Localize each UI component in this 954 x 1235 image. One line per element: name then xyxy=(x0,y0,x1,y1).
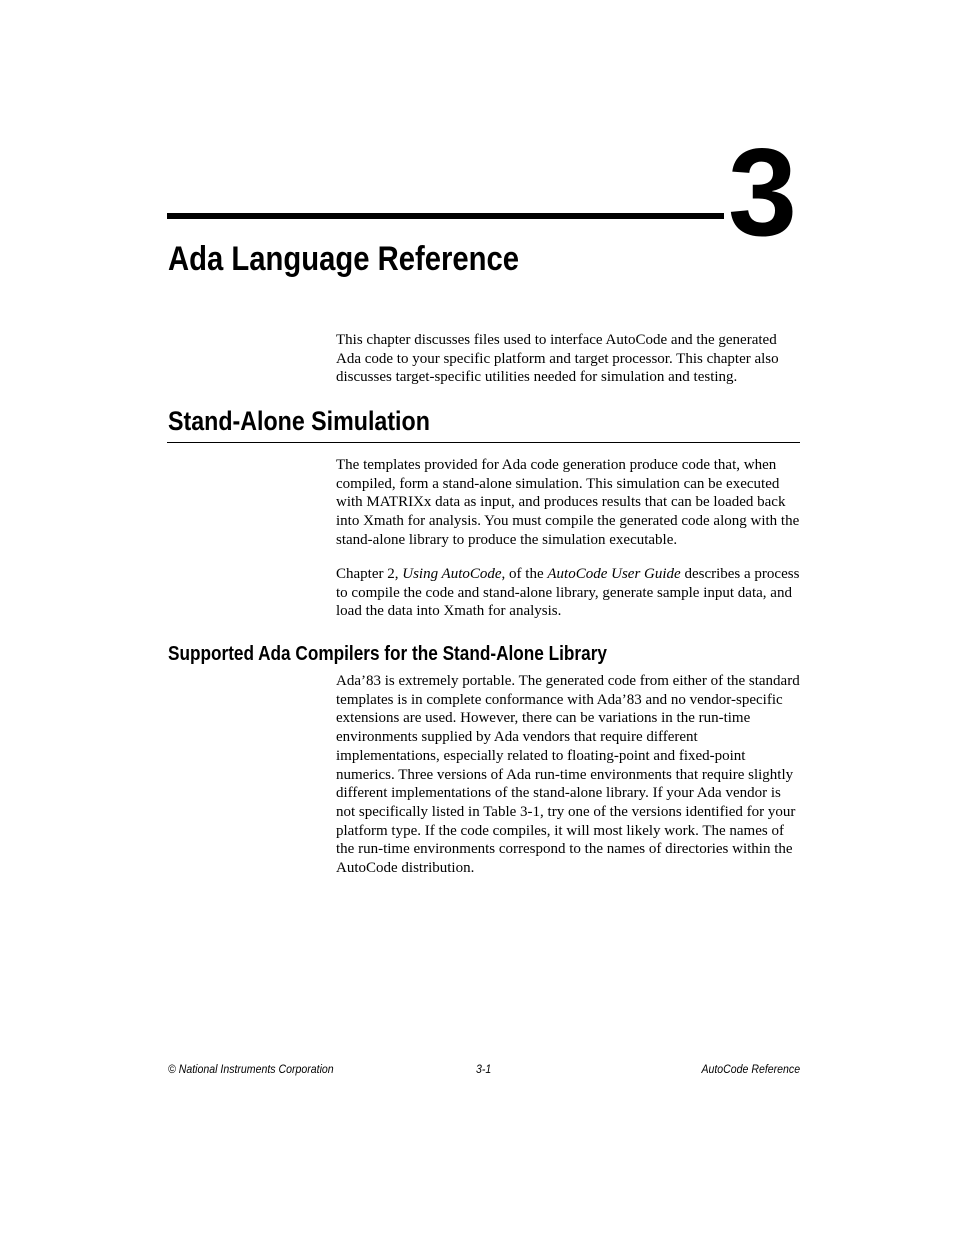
footer-copyright: © National Instruments Corporation xyxy=(168,1062,334,1076)
subsection-heading: Supported Ada Compilers for the Stand-Alone Library xyxy=(168,643,607,665)
chapter-title: Ada Language Reference xyxy=(168,240,519,278)
footer-doc-title: AutoCode Reference xyxy=(701,1062,800,1076)
chapter-reference: Using AutoCode xyxy=(402,566,502,582)
section-paragraph-1: The templates provided for Ada code generation produce code that, when compiled, form a stand-alone simulation. This simulation can be executed with MATRIXx data as input, and produces results that can be loaded back into Xmath for analysis. You must compile the generated code along with the stand-alone library to produce the simulation executable. xyxy=(336,457,800,548)
footer-page-number: 3-1 xyxy=(476,1062,492,1076)
para2-text-2: , of the xyxy=(501,566,548,582)
chapter-number: 3 xyxy=(728,124,795,262)
chapter-rule xyxy=(167,213,724,219)
subsection-paragraph: Ada’83 is extremely portable. The generated code from either of the standard templates is in complete conformance with Ada’83 and no vendor-specific extensions are used. However, there can be variations in the run-time environments supplied by Ada vendors that require different implementations, especially related to floating-point and fixed-point numerics. Three versions of Ada run-time environments that require slightly different implementations of the stand-alone library. If your Ada vendor is not specifically listed in Table 3-1, try one of the versions identified for your platform type. If the code compiles, it will most likely work. The names of the run-time environments correspond to the names of directories within the AutoCode distribution. xyxy=(336,673,800,877)
section-rule xyxy=(167,442,800,443)
section-heading: Stand-Alone Simulation xyxy=(168,406,430,436)
intro-paragraph: This chapter discusses files used to interface AutoCode and the generated Ada code to your specific platform and target processor. This chapter also discusses target-specific utilities needed for simulation and testing. xyxy=(336,332,779,386)
guide-reference: AutoCode User Guide xyxy=(547,566,681,582)
para2-text-3: describes a process to compile the code and stand-alone library, generate sample input data, and load the data into Xmath for analysis. xyxy=(336,566,800,620)
section-paragraph-2 xyxy=(336,565,802,621)
para2-text-1: Chapter 2, xyxy=(336,566,403,582)
